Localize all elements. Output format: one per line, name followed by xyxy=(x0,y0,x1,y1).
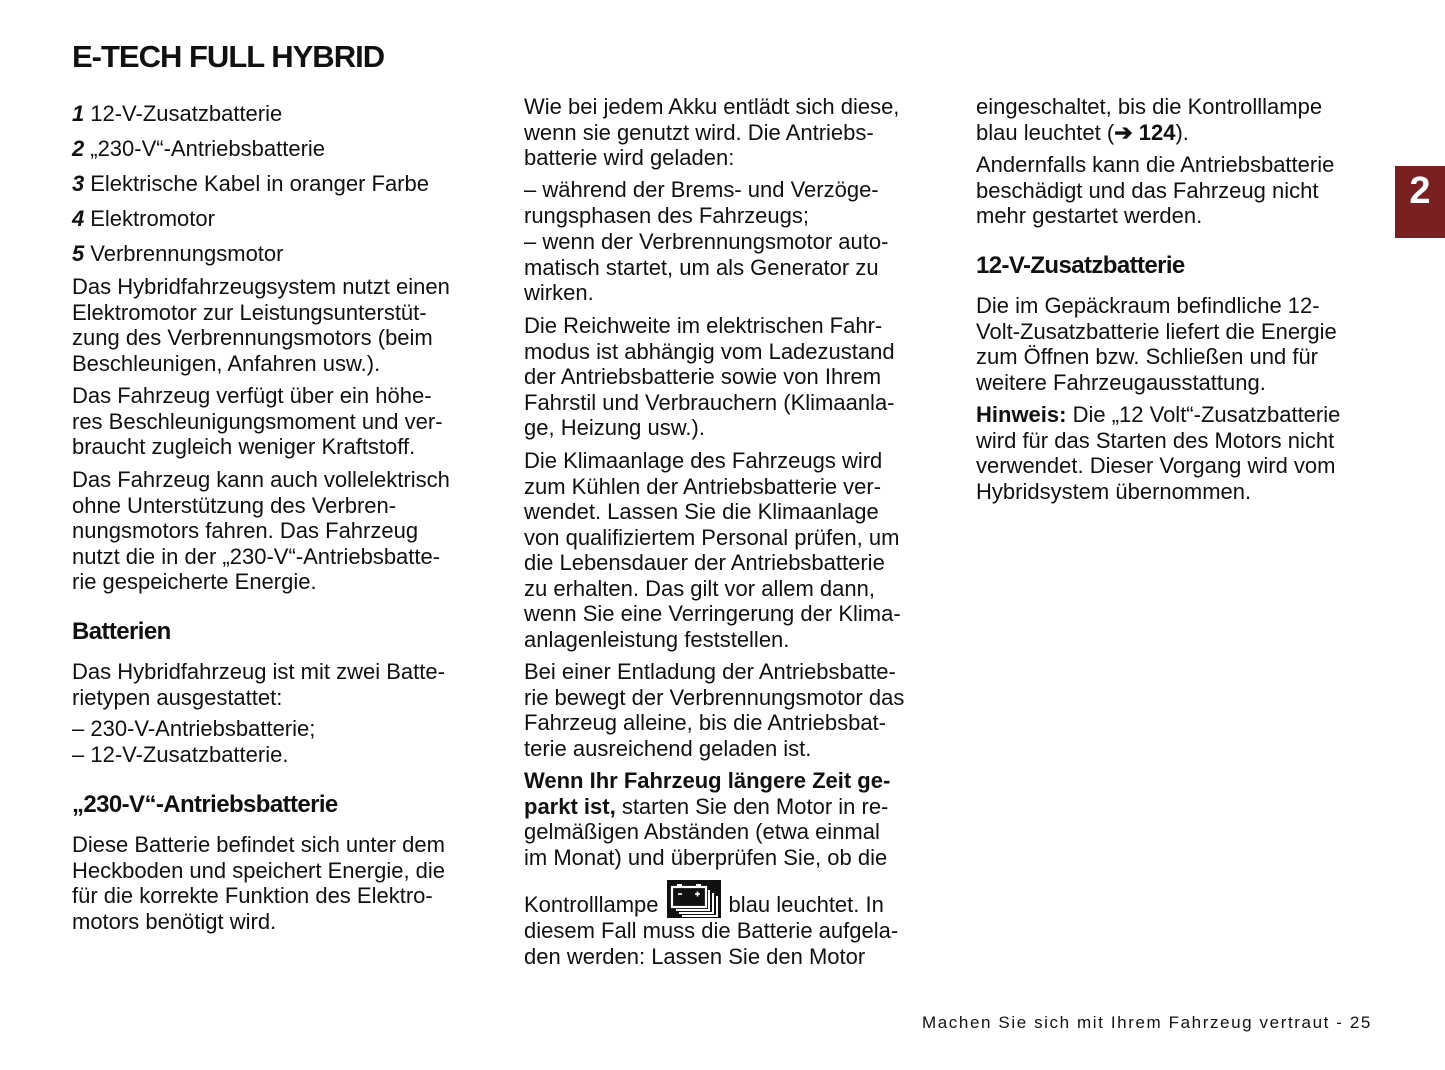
text-line: rie gespeicherte Energie. xyxy=(72,569,317,594)
text-line: im Monat) und überprüfen Sie, ob die xyxy=(524,844,888,870)
text-line: Andernfalls kann die Antriebsbatterie xyxy=(976,152,1335,177)
text-line: zum Kühlen der Antriebsbatterie ver- xyxy=(524,473,882,499)
text-line: motors benötigt wird. xyxy=(72,908,277,934)
text-line: den werden: Lassen Sie den Motor xyxy=(524,943,866,969)
text-line: rungsphasen des Fahrzeugs; xyxy=(524,202,809,228)
text-line: matisch startet, um als Generator zu xyxy=(524,254,879,280)
text-line: der Antriebsbatterie sowie von Ihrem xyxy=(524,364,882,389)
text-line: eingeschaltet, bis die Kontrolllampe xyxy=(976,94,1323,119)
paragraph xyxy=(72,274,512,376)
column-3 xyxy=(976,94,1376,504)
bold-text: Wenn Ihr Fahrzeug längere Zeit ge- xyxy=(524,768,891,793)
text-line: beschädigt und das Fahrzeug nicht xyxy=(976,177,1319,203)
note-paragraph xyxy=(976,402,1376,504)
text-line: – während der Brems- und Verzöge- xyxy=(524,177,879,202)
legend-item xyxy=(72,206,512,232)
text-line: res Beschleunigungsmoment und ver- xyxy=(72,408,443,434)
text-line: Bei einer Entladung der Antriebsbatte- xyxy=(524,659,896,684)
dash-item xyxy=(524,229,964,306)
legend-item xyxy=(72,171,512,197)
legend-number: 5 xyxy=(72,241,85,266)
text-line: Das Fahrzeug kann auch vollelektrisch xyxy=(72,467,450,492)
text-line: von qualifiziertem Personal prüfen, um xyxy=(524,524,900,550)
text-line: zung des Verbrennungsmotors (beim xyxy=(72,325,433,350)
section-heading-antriebsbatterie: „230-V“-Antriebsbatterie xyxy=(72,791,338,818)
bold-text: parkt ist, xyxy=(524,793,616,819)
paragraph xyxy=(976,152,1376,229)
legend-label: Elektromotor xyxy=(90,206,215,231)
paragraph xyxy=(72,832,512,934)
text-line: nungsmotors fahren. Das Fahrzeug xyxy=(72,518,419,543)
text-line: braucht zugleich weniger Kraftstoff. xyxy=(72,434,416,459)
text-line: wenn sie genutzt wird. Die Antriebs- xyxy=(524,119,874,145)
text-line: batterie wird geladen: xyxy=(524,145,735,170)
legend-label: „230-V“-Antriebsbatterie xyxy=(90,136,326,161)
section-heading-batterien: Batterien xyxy=(72,618,171,645)
paragraph xyxy=(524,448,964,652)
text-line: weitere Fahrzeugausstattung. xyxy=(976,369,1266,395)
paragraph xyxy=(524,659,964,761)
paragraph xyxy=(976,293,1376,395)
text-line: wenn Sie eine Verringerung der Klima- xyxy=(524,601,901,626)
text-line: Die „12 Volt“-Zusatzbatterie xyxy=(1066,402,1341,427)
text-line: rie bewegt der Verbrennungsmotor das xyxy=(524,684,905,710)
text-line: zu erhalten. Das gilt vor allem dann, xyxy=(524,575,875,601)
text-line: modus ist abhängig vom Ladezustand xyxy=(524,338,895,364)
text-line: ). xyxy=(1175,119,1189,145)
text-line: mehr gestartet werden. xyxy=(976,203,1203,228)
battery-warning-icon xyxy=(667,880,721,918)
text-line: ohne Unterstützung des Verbren- xyxy=(72,492,397,518)
text-line: – wenn der Verbrennungsmotor auto- xyxy=(524,229,889,254)
legend-label: 12-V-Zusatzbatterie xyxy=(90,101,283,126)
text-line: anlagenleistung feststellen. xyxy=(524,626,790,652)
section-heading-zusatzbatterie: 12-V-Zusatzbatterie xyxy=(976,252,1185,279)
legend-label: Verbrennungsmotor xyxy=(90,241,284,266)
text-line: blau leuchtet ( xyxy=(976,119,1115,145)
text-line: Das Fahrzeug verfügt über ein höhe- xyxy=(72,383,432,408)
text-line: wird für das Starten des Motors nicht xyxy=(976,427,1335,453)
legend-item xyxy=(72,136,512,162)
text-line: Kontrolllampe xyxy=(524,892,659,917)
paragraph xyxy=(524,313,964,441)
paragraph xyxy=(72,659,512,710)
text-line: zum Öffnen bzw. Schließen und für xyxy=(976,344,1318,369)
text-line: – 230-V-Antriebsbatterie; xyxy=(72,716,316,741)
text-line: Fahrzeug alleine, bis die Antriebsbat- xyxy=(524,710,886,735)
text-line: Hybridsystem übernommen. xyxy=(976,478,1252,504)
column-2 xyxy=(524,94,964,969)
text-line: – 12-V-Zusatzbatterie. xyxy=(72,741,289,767)
paragraph xyxy=(524,94,964,171)
column-1 xyxy=(72,101,512,934)
page-reference-link[interactable]: ➔ 124 xyxy=(1114,119,1176,145)
text-line: rietypen ausgestattet: xyxy=(72,684,283,710)
text-line: blau leuchtet. In xyxy=(728,892,884,917)
legend-item xyxy=(72,241,512,267)
text-line: Heckboden und speichert Energie, die xyxy=(72,857,446,883)
note-label: Hinweis: xyxy=(976,402,1067,427)
legend-number: 1 xyxy=(72,101,85,126)
text-line: Die Reichweite im elektrischen Fahr- xyxy=(524,313,883,338)
text-line: terie ausreichend geladen ist. xyxy=(524,735,812,761)
text-line: diesem Fall muss die Batterie aufgela- xyxy=(524,918,899,943)
legend-number: 4 xyxy=(72,206,85,231)
text-line: Diese Batterie befindet sich unter dem xyxy=(72,832,445,857)
text-line: Das Hybridfahrzeug ist mit zwei Batte- xyxy=(72,659,445,684)
text-line: die Lebensdauer der Antriebsbatterie xyxy=(524,550,885,575)
text-line: ge, Heizung usw.). xyxy=(524,415,705,440)
legend-item xyxy=(72,101,512,127)
page-title: E-TECH FULL HYBRID xyxy=(72,39,385,74)
dash-list xyxy=(72,716,512,767)
text-line: Wie bei jedem Akku entlädt sich diese, xyxy=(524,94,900,119)
text-line: wendet. Lassen Sie die Klimaanlage xyxy=(524,499,879,524)
page-footer: Machen Sie sich mit Ihrem Fahrzeug vertraut - 25 xyxy=(921,1013,1372,1032)
dash-item xyxy=(524,177,964,228)
text-line: Das Hybridfahrzeugsystem nutzt einen xyxy=(72,274,450,299)
text-line: Fahrstil und Verbrauchern (Klimaanla- xyxy=(524,389,895,415)
text-line: starten Sie den Motor in re- xyxy=(615,793,889,819)
text-line: Beschleunigen, Anfahren usw.). xyxy=(72,350,381,376)
legend-number: 3 xyxy=(72,171,85,196)
parking-paragraph xyxy=(524,768,964,969)
text-line: Elektromotor zur Leistungsunterstüt- xyxy=(72,299,427,325)
text-line: Die Klimaanlage des Fahrzeugs wird xyxy=(524,448,883,473)
text-line: gelmäßigen Abständen (etwa einmal xyxy=(524,819,880,844)
text-line: wirken. xyxy=(524,280,594,305)
text-line: Die im Gepäckraum befindliche 12- xyxy=(976,293,1320,318)
legend-number: 2 xyxy=(72,136,85,161)
text-line: nutzt die in der „230-V“-Antriebsbatte- xyxy=(72,543,441,569)
text-line: Volt-Zusatzbatterie liefert die Energie xyxy=(976,318,1337,344)
text-line: für die korrekte Funktion des Elektro- xyxy=(72,883,433,908)
continued-paragraph xyxy=(976,94,1376,145)
text-line: verwendet. Dieser Vorgang wird vom xyxy=(976,453,1336,478)
chapter-tab: 2 xyxy=(1395,166,1445,238)
paragraph xyxy=(72,467,512,595)
paragraph xyxy=(72,383,512,460)
legend-label: Elektrische Kabel in oranger Farbe xyxy=(90,171,429,196)
